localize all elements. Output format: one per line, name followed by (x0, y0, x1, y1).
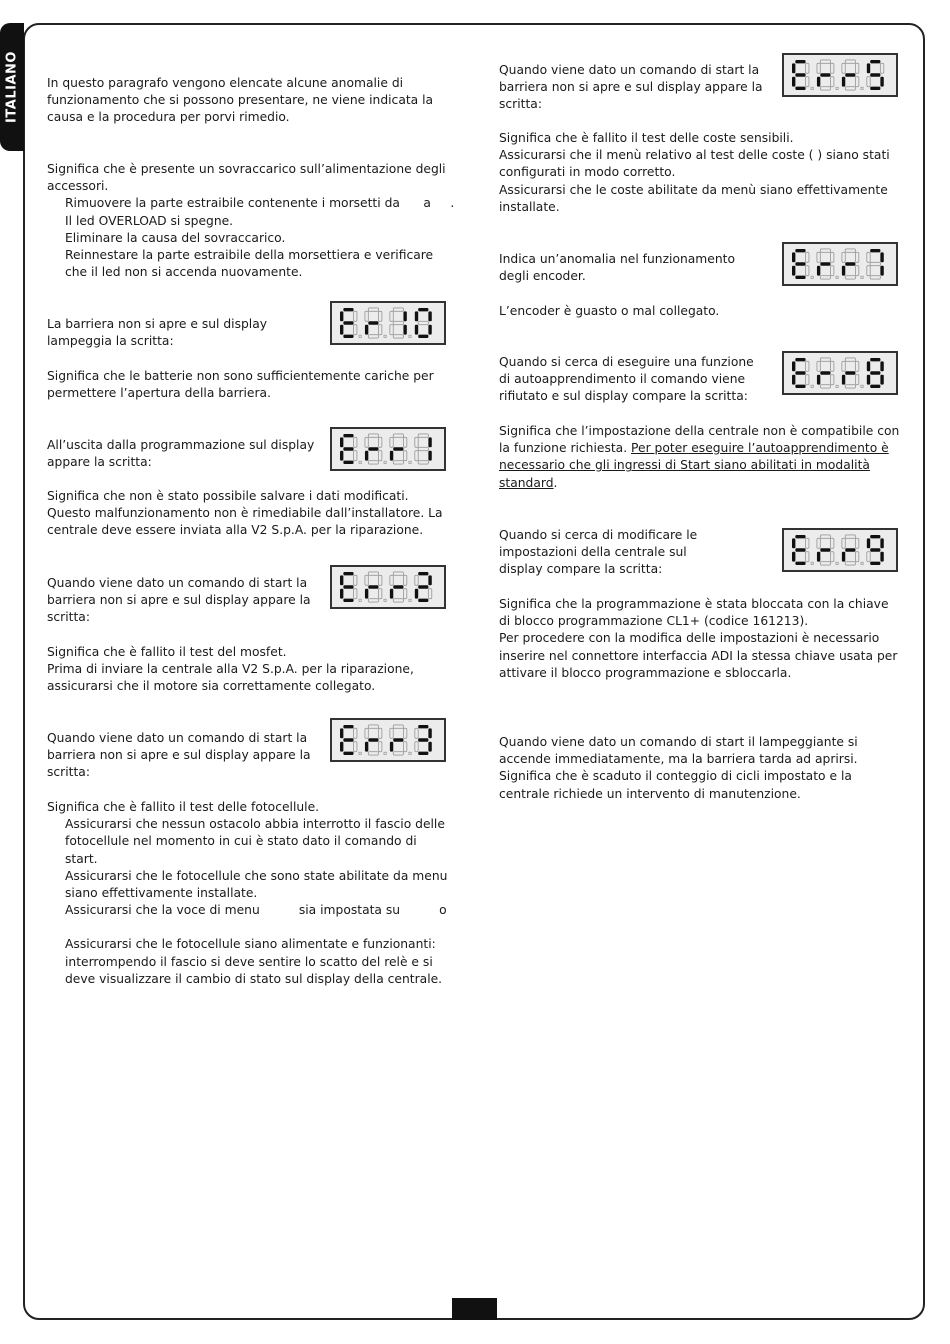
err8-intro: Quando si cerca di eseguire una funzione di autoapprendimento il comando viene rifiutato e sul display compare la scritta: (499, 355, 754, 404)
err10-description: Significa che le batterie non sono sufficientemente cariche per permettere l’apertura della barriera. (47, 369, 434, 401)
seven-segment-digits (790, 534, 890, 566)
seven-segment-digits (790, 59, 890, 91)
seven-segment-digits (790, 357, 890, 389)
err8-description: Significa che l’impostazione della centrale non è compatibile con la funzione richiesta. Per poter eseguire l’autoapprendimento è necessario che gli ingressi di Start siano abilitati in modalità standard. (499, 424, 900, 490)
err2-description: Significa che è fallito il test del mosfet. Prima di inviare la centrale alla V2 S.p.A. per la riparazione, assicurarsi che il motore sia correttamente collegato. (47, 645, 414, 694)
err1-description: Significa che non è stato possibile salvare i dati modificati. Questo malfunzionamento non è rimediabile dall’installatore. La centrale deve essere inviata alla V2 S.p.A. per la riparazione. (47, 489, 443, 538)
err7-intro: Indica un’anomalia nel funzionamento degli encoder. (499, 252, 735, 284)
err3-intro: Quando viene dato un comando di start la barriera non si apre e sul display appare la scritta: (47, 731, 311, 780)
err10-intro: La barriera non si apre e sul display lampeggia la scritta: (47, 317, 268, 349)
err9-description: Significa che la programmazione è stata bloccata con la chiave di blocco programmazione CL1+ (codice 161213). Per procedere con la modifica delle impostazioni è necessario inserire nel connettore interfaccia ADI la stessa chiave usata per attivare il blocco programmazione e sbloccarla. (499, 597, 898, 680)
err2-display (330, 565, 446, 609)
intro-paragraph: In questo paragrafo vengono elencate alcune anomalie di funzionamento che si possono presentare, ne viene indicata la causa e la procedura per porvi rimedio. (47, 76, 434, 125)
seven-segment-digits (338, 307, 438, 339)
overload-section: Significa che è presente un sovraccarico sull’alimentazione degli accessori. Rimuovere la parte estraibile contenente i morsetti da a . Il led OVERLOAD si spegne. Eliminare la causa del sovraccarico. Reinnestare la parte estraibile della morsettiera e verificare che il led non si accenda nuovamente. (47, 162, 455, 280)
seven-segment-digits (338, 433, 438, 465)
err7-description: L’encoder è guasto o mal collegato. (499, 304, 720, 318)
err2-intro: Quando viene dato un comando di start la barriera non si apre e sul display appare la scritta: (47, 576, 311, 625)
err9-intro: Quando si cerca di modificare le impostazioni della centrale sul display compare la scritta: (499, 528, 698, 577)
err1-display (330, 427, 446, 471)
seven-segment-digits (338, 571, 438, 603)
err5-display (782, 53, 898, 97)
err9-display (782, 528, 898, 572)
err5-description: Significa che è fallito il test delle coste sensibili. Assicurarsi che il menù relativo al test delle coste ( ) siano stati configurati in modo corretto. Assicurarsi che le coste abilitate da menù siano effettivamente installate. (499, 131, 890, 214)
err5-intro: Quando viene dato un comando di start la barriera non si apre e sul display appare la scritta: (499, 63, 763, 112)
seven-segment-digits (790, 248, 890, 280)
err3-description: Significa che è fallito il test delle fotocellule. Assicurarsi che nessun ostacolo abbia interrotto il fascio delle fotocellule nel momento in cui è stato dato il comando di start. Assicurarsi che le fotocellule che sono state abilitate da menu siano effettivamente installate. Assicurarsi che la voce di menu sia impostata su o Assicurarsi che le fotocellule siano alimentate e funzionanti: interrompendo il fascio si deve sentire lo scatto del relè e si deve visualizzare il cambio di stato sul display della centrale. (47, 800, 448, 986)
seven-segment-digits (338, 724, 438, 756)
page-number-box (452, 1298, 497, 1320)
err1-intro: All’uscita dalla programmazione sul display appare la scritta: (47, 438, 315, 470)
language-tab (0, 23, 24, 151)
err8-display (782, 351, 898, 395)
language-tab-label: ITALIANO (4, 51, 20, 123)
err3-display (330, 718, 446, 762)
err10-display (330, 301, 446, 345)
err7-display (782, 242, 898, 286)
maintenance-paragraph: Quando viene dato un comando di start il lampeggiante si accende immediatamente, ma la barriera tarda ad aprirsi. Significa che è scaduto il conteggio di cicli impostato e la centrale richiede un intervento di manutenzione. (499, 735, 858, 801)
